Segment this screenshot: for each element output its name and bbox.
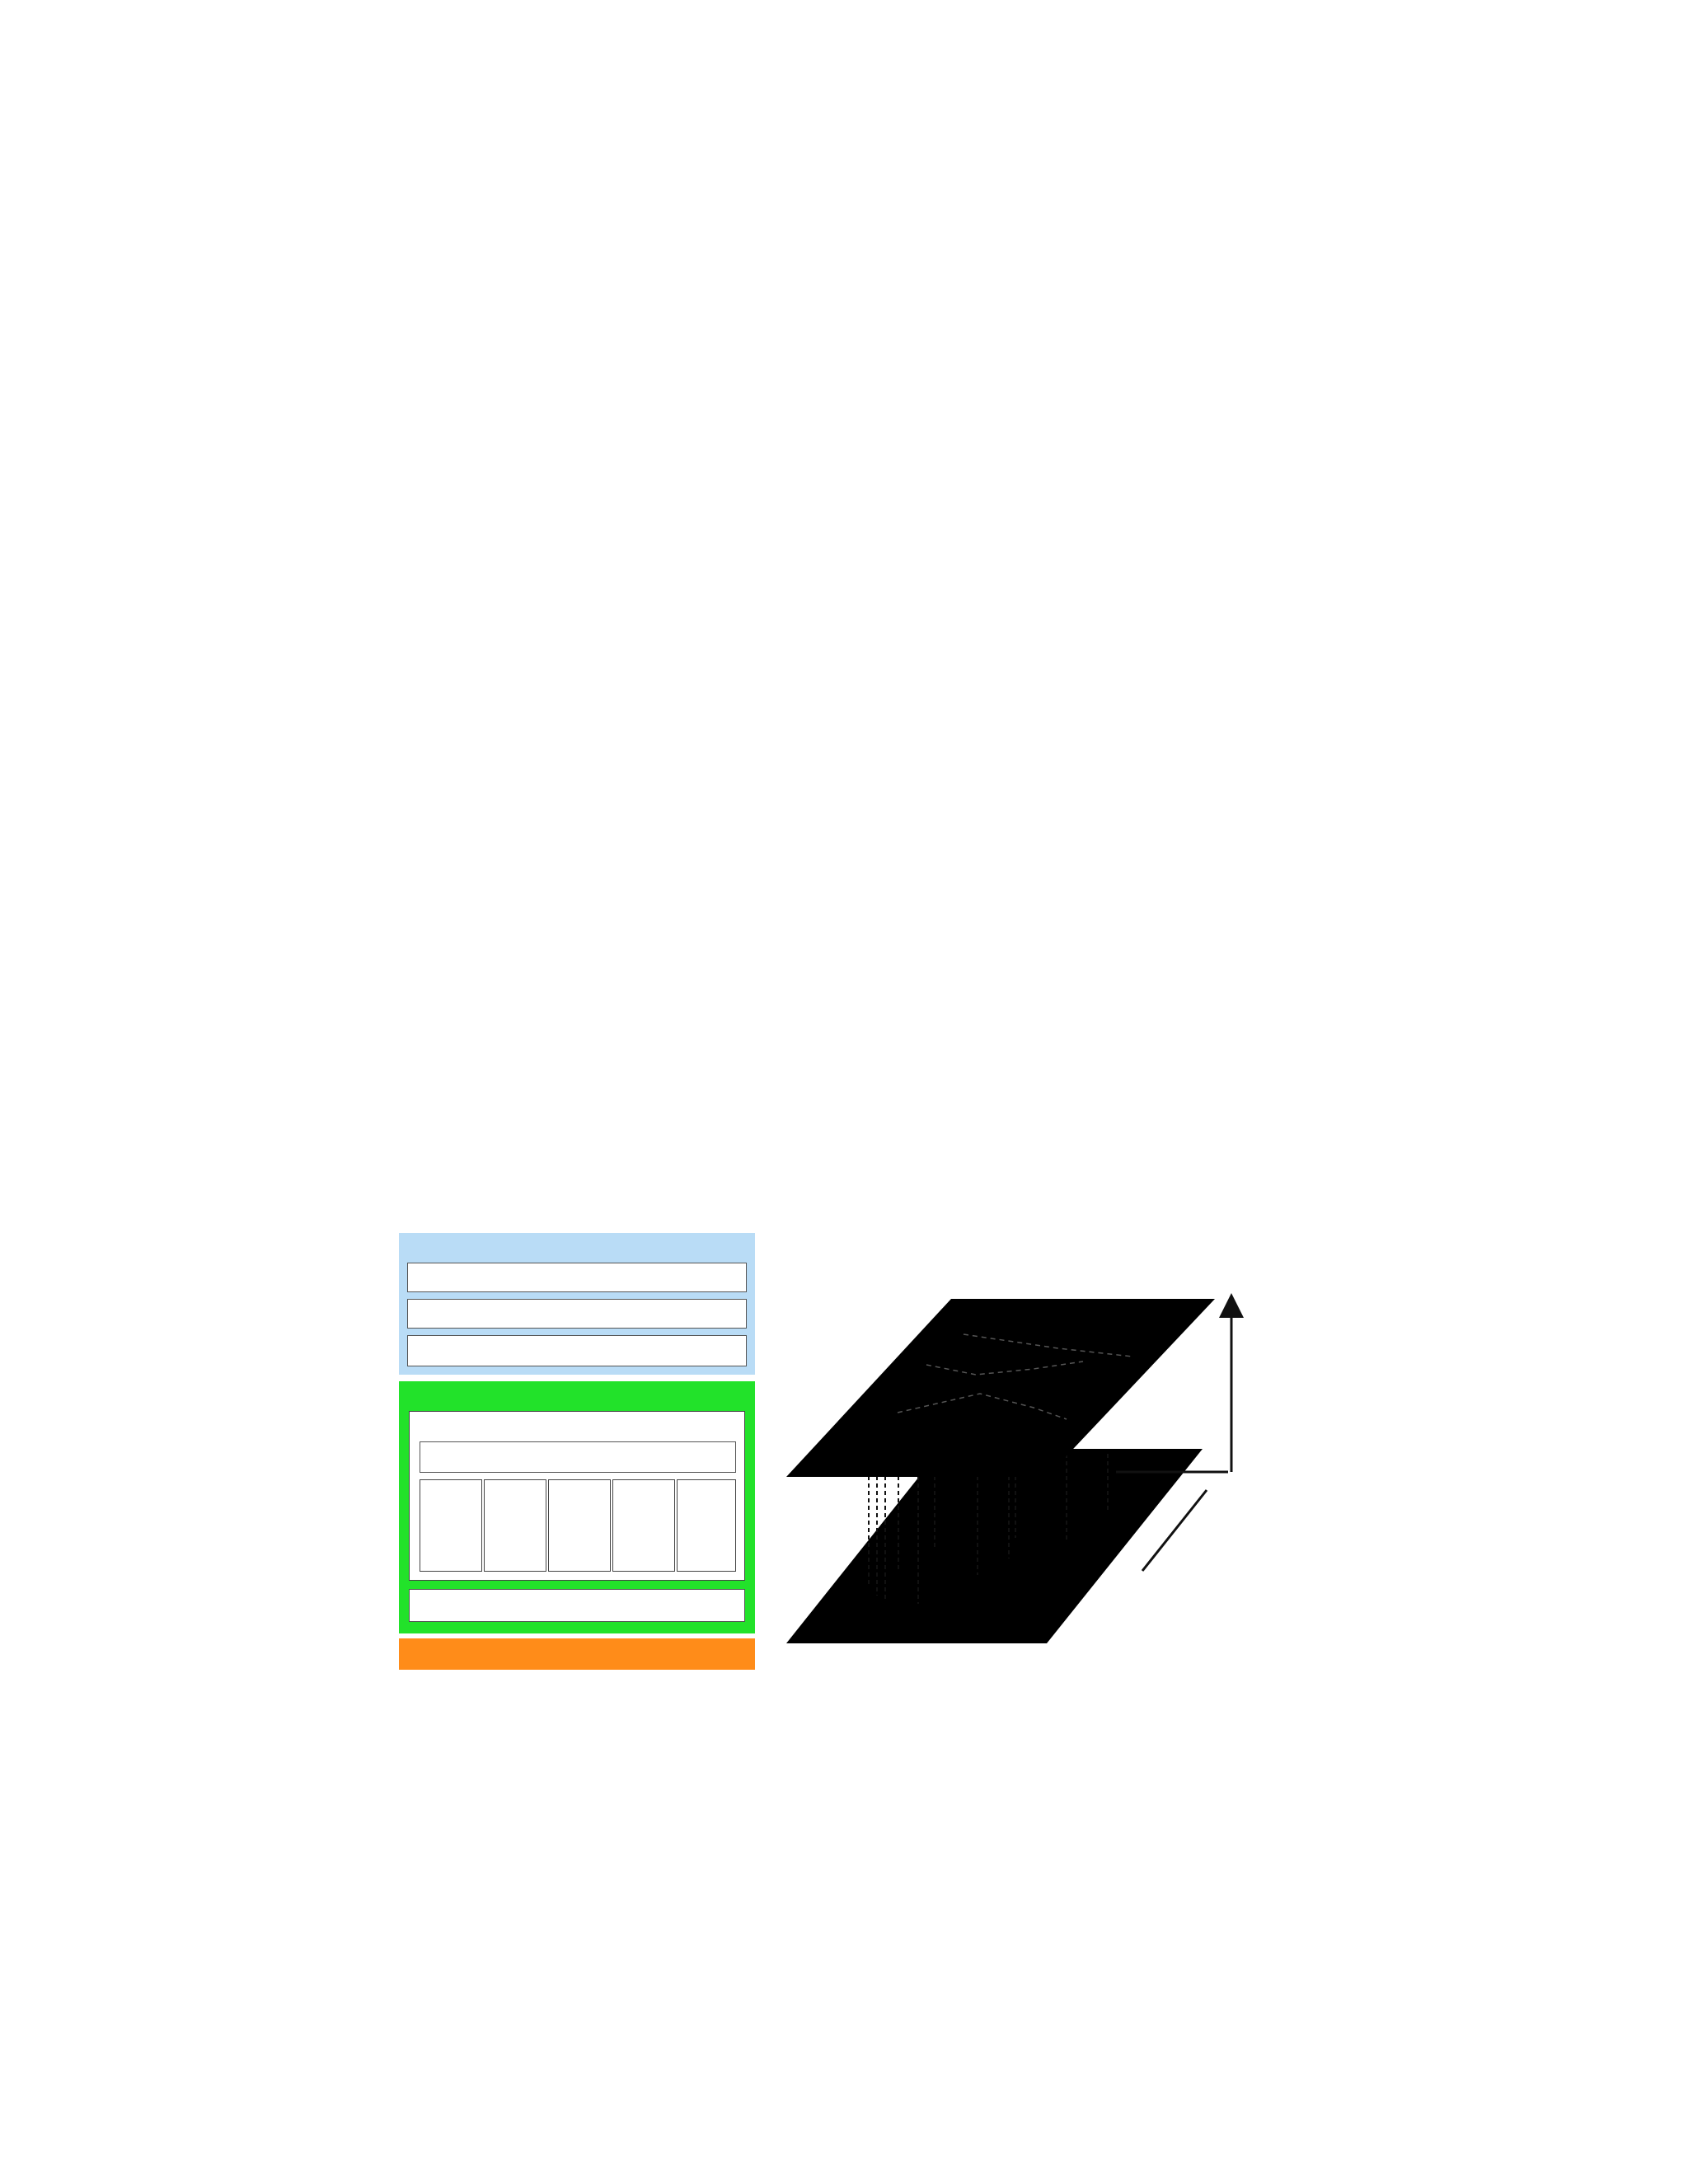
product-concepts-column [420,1479,482,1572]
kr-item-axioms [407,1299,747,1329]
concept-container [409,1411,745,1581]
function-concepts-column [612,1479,675,1572]
kr-item-inference-rules [407,1335,747,1366]
ontology-concept-level [399,1381,755,1633]
equipment-concepts-column [548,1479,611,1572]
user-specific-concepts [409,1589,745,1622]
bottom-plane [786,1449,1203,1643]
ppr-concept-structure-diagram [786,1233,1281,1653]
knowledge-representation-level [399,1233,755,1375]
behaviour-concepts-column [677,1479,736,1572]
figure-9 [399,1233,1289,1670]
ontology-instance-level [399,1638,755,1670]
assembly-domain-concepts [420,1441,736,1473]
process-concepts-column [484,1479,546,1572]
kr-item-classes [407,1263,747,1292]
oi-title [399,1644,755,1666]
